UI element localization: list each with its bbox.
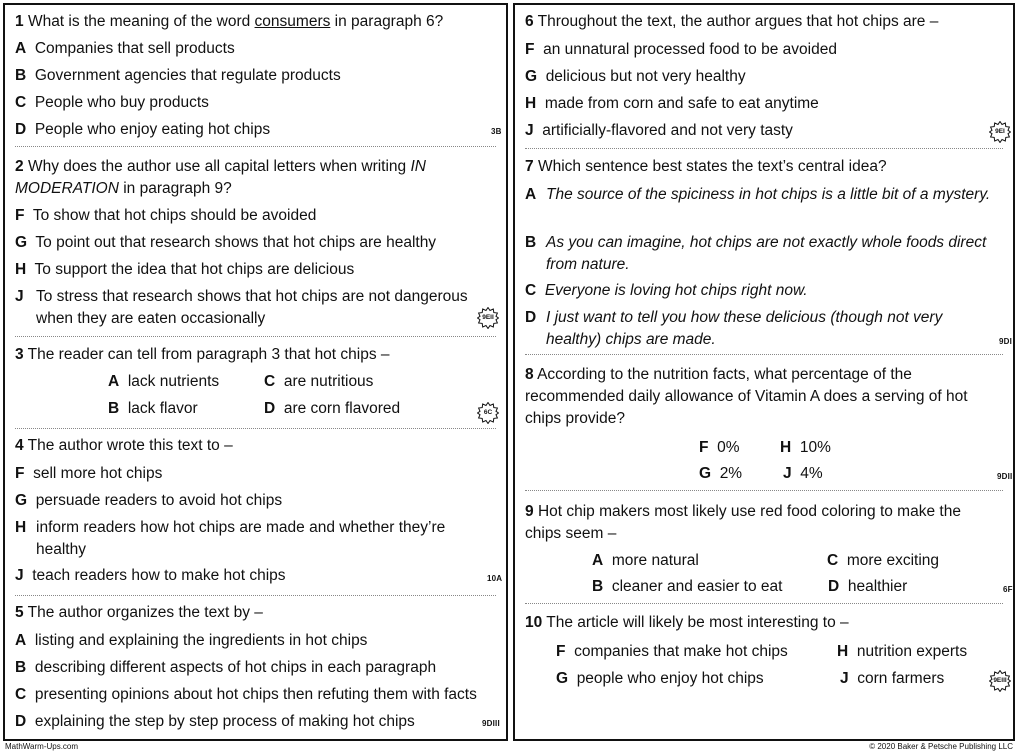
question-5 xyxy=(5,599,506,739)
answer-option[interactable]: J corn farmers xyxy=(840,670,945,687)
question-divider xyxy=(525,148,1003,149)
answer-option[interactable]: G persuade readers to avoid hot chips xyxy=(15,492,283,509)
answer-option[interactable]: B lack flavor xyxy=(108,400,198,417)
question-divider xyxy=(525,354,1003,355)
question-5-stem: 5 The author organizes the text by – xyxy=(15,604,263,621)
answer-option[interactable]: B Government agencies that regulate products xyxy=(15,67,341,84)
question-2 xyxy=(5,150,506,340)
question-4 xyxy=(5,432,506,599)
question-divider xyxy=(15,595,496,596)
answer-option[interactable]: H made from corn and safe to eat anytime xyxy=(525,95,819,112)
question-4-stem: 4 The author wrote this text to – xyxy=(15,437,233,454)
answer-option[interactable]: H nutrition experts xyxy=(837,643,968,660)
answer-option[interactable]: F an unnatural processed food to be avoided xyxy=(525,41,837,58)
answer-option[interactable]: G delicious but not very healthy xyxy=(525,68,746,85)
answer-option[interactable]: H inform readers how hot chips are made and whether they’re healthy xyxy=(15,519,446,558)
answer-option[interactable]: B describing different aspects of hot chips in each paragraph xyxy=(15,659,437,676)
answer-option[interactable]: G people who enjoy hot chips xyxy=(556,670,764,687)
question-8-stem: 8 According to the nutrition facts, what percentage of the recommended daily allowance of Vitamin A does a serving of hot chips provide? xyxy=(525,366,968,427)
answer-option[interactable]: J 4% xyxy=(783,465,823,482)
question-divider xyxy=(15,336,496,337)
question-6-stem: 6 Throughout the text, the author argues that hot chips are – xyxy=(525,13,939,30)
answer-option[interactable]: C People who buy products xyxy=(15,94,209,111)
answer-option[interactable]: B cleaner and easier to eat xyxy=(592,578,783,595)
answer-option[interactable]: H To support the idea that hot chips are delicious xyxy=(15,261,355,278)
question-number: 6 xyxy=(525,13,534,30)
standard-badge-icon: 9EI xyxy=(989,121,1011,143)
standard-code: 9DIII xyxy=(482,719,500,728)
question-number: 9 xyxy=(525,503,534,520)
footer-website: MathWarm-Ups.com xyxy=(5,742,79,751)
answer-option[interactable]: D explaining the step by step process of making hot chips xyxy=(15,713,415,730)
answer-option[interactable]: A Companies that sell products xyxy=(15,40,235,57)
question-divider xyxy=(15,428,496,429)
answer-option[interactable]: J To stress that research shows that hot chips are not dangerous when they are eaten occasionally xyxy=(15,288,468,327)
standard-code: 9DII xyxy=(997,472,1013,481)
question-number: 2 xyxy=(15,158,24,175)
answer-option[interactable]: D People who enjoy eating hot chips xyxy=(15,121,271,138)
answer-option[interactable]: J artificially-flavored and not very tasty xyxy=(525,122,793,139)
answer-option[interactable]: F companies that make hot chips xyxy=(556,643,788,660)
question-divider xyxy=(15,146,496,147)
answer-option[interactable]: G To point out that research shows that hot chips are healthy xyxy=(15,234,437,251)
question-3 xyxy=(5,340,506,432)
question-3-stem: 3 The reader can tell from paragraph 3 that hot chips – xyxy=(15,346,390,363)
standard-badge-icon: 9EIII xyxy=(989,670,1011,692)
question-7 xyxy=(515,151,1013,358)
left-question-panel xyxy=(3,3,508,741)
question-number: 5 xyxy=(15,604,24,621)
standard-code: 6F xyxy=(1003,585,1013,594)
standard-badge-icon: 9EII xyxy=(477,307,499,329)
answer-option[interactable]: F sell more hot chips xyxy=(15,465,163,482)
standard-badge-icon: 6C xyxy=(477,402,499,424)
question-divider xyxy=(525,490,1003,491)
question-1 xyxy=(5,5,506,150)
answer-option[interactable]: G 2% xyxy=(699,465,743,482)
answer-option[interactable]: C are nutritious xyxy=(264,373,374,390)
answer-option[interactable]: C more exciting xyxy=(827,552,940,569)
question-number: 1 xyxy=(15,13,24,30)
question-1-stem: 1 What is the meaning of the word consumers in paragraph 6? xyxy=(15,13,444,30)
question-number: 7 xyxy=(525,158,534,175)
question-number: 10 xyxy=(525,614,543,631)
question-number: 3 xyxy=(15,346,24,363)
question-7-stem: 7 Which sentence best states the text’s central idea? xyxy=(525,158,887,175)
answer-option[interactable]: F 0% xyxy=(699,439,740,456)
answer-option[interactable]: D healthier xyxy=(828,578,908,595)
question-9 xyxy=(515,492,1013,606)
answer-option[interactable]: C presenting opinions about hot chips then refuting them with facts xyxy=(15,686,477,703)
question-10-stem: 10 The article will likely be most interesting to – xyxy=(525,614,849,631)
italic-phrase: IN MODERATION xyxy=(15,158,426,197)
answer-option[interactable]: A listing and explaining the ingredients in hot chips xyxy=(15,632,368,649)
standard-code: 3B xyxy=(491,127,502,136)
answer-option[interactable]: F To show that hot chips should be avoided xyxy=(15,207,317,224)
answer-option[interactable]: A lack nutrients xyxy=(108,373,220,390)
standard-code: 9DI xyxy=(999,337,1013,346)
answer-option[interactable]: B As you can imagine, hot chips are not exactly whole foods direct from nature. xyxy=(525,234,987,273)
answer-option[interactable]: D are corn flavored xyxy=(264,400,401,417)
answer-option[interactable]: C Everyone is loving hot chips right now. xyxy=(525,282,808,299)
answer-option[interactable]: D I just want to tell you how these delicious (though not very healthy) chips are made. xyxy=(525,309,943,348)
question-number: 4 xyxy=(15,437,24,454)
right-question-panel xyxy=(513,3,1015,741)
question-6 xyxy=(515,5,1013,151)
footer-copyright: © 2020 Baker & Petsche Publishing LLC xyxy=(869,742,1013,751)
answer-option[interactable]: J teach readers how to make hot chips xyxy=(15,567,286,584)
question-divider xyxy=(525,603,1003,604)
answer-option[interactable]: A The source of the spiciness in hot chips is a little bit of a mystery. xyxy=(525,186,991,203)
standard-code: 10A xyxy=(487,574,503,583)
question-2-stem: 2 Why does the author use all capital letters when writing IN MODERATION in paragraph 9? xyxy=(15,158,426,197)
underlined-word: consumers xyxy=(254,13,331,30)
question-8 xyxy=(515,358,1013,492)
answer-option[interactable]: H 10% xyxy=(780,439,831,456)
question-10 xyxy=(515,606,1013,736)
answer-option[interactable]: A more natural xyxy=(592,552,699,569)
question-number: 8 xyxy=(525,366,534,383)
question-9-stem: 9 Hot chip makers most likely use red food coloring to make the chips seem – xyxy=(525,503,961,542)
